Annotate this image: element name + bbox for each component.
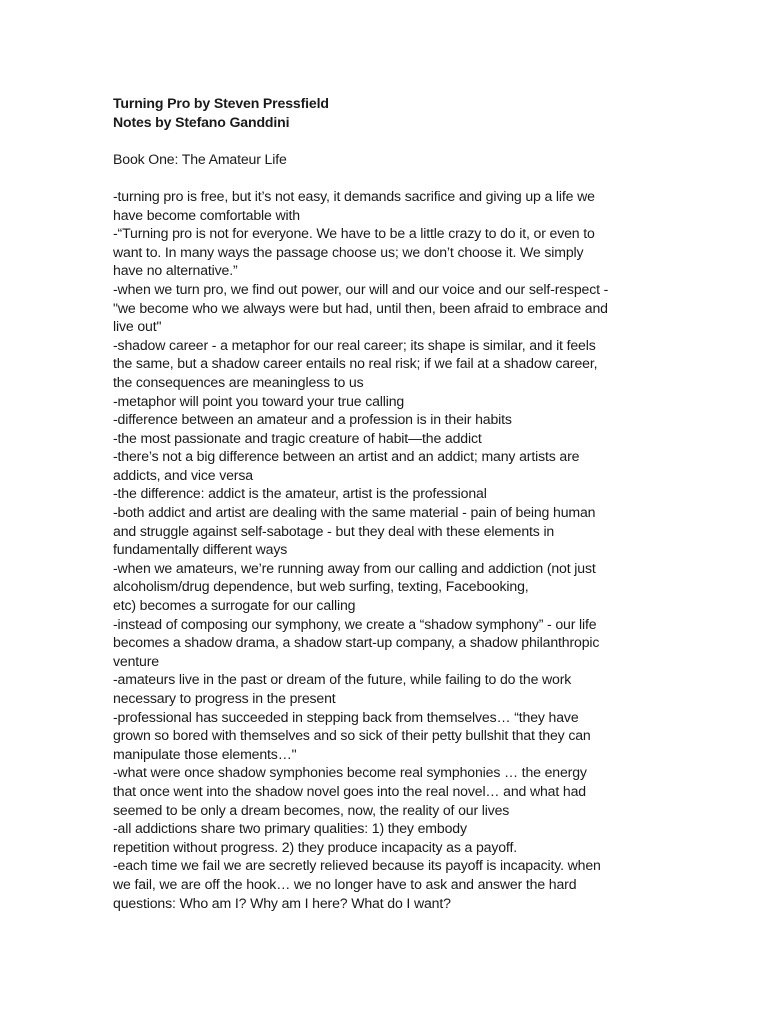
text-line: the consequences are meaningless to us [113,373,364,390]
text-line: -when we amateurs, we’re running away from our calling and addiction (not just [113,559,596,576]
text-line: "we become who we always were but had, until then, been afraid to embrace and [113,299,608,316]
text-line: -each time we fail we are secretly relieved because its payoff is incapacity. when [113,857,601,874]
text-line: -both addict and artist are dealing with the same material - pain of being human [113,504,596,521]
text-line: seemed to be only a dream becomes, now, the reality of our lives [113,801,510,818]
text-line: -what were once shadow symphonies become real symphonies … the energy [113,764,587,781]
text-line: -turning pro is free, but it’s not easy, it demands sacrifice and giving up a life we [113,187,595,204]
text-line: addicts, and vice versa [113,466,253,483]
text-line: -shadow career - a metaphor for our real career; its shape is similar, and it feels [113,336,596,353]
text-line: -metaphor will point you toward your true calling [113,392,405,409]
text-line: want to. In many ways the passage choose us; we don’t choose it. We simply [113,243,584,260]
text-line: repetition without progress. 2) they produce incapacity as a payoff. [113,838,517,855]
text-line: the same, but a shadow career entails no real risk; if we fail at a shadow career, [113,355,598,372]
text-line: -instead of composing our symphony, we create a “shadow symphony” - our life [113,615,597,632]
text-line: manipulate those elements…" [113,745,297,762]
text-line: -there’s not a big difference between an artist and an addict; many artists are [113,448,580,465]
text-line: fundamentally different ways [113,541,288,558]
text-line: have no alternative.” [113,262,238,279]
text-line: -the most passionate and tragic creature of habit—the addict [113,429,482,446]
text-line: -amateurs live in the past or dream of the future, while failing to do the work [113,671,572,688]
document-subtitle: Notes by Stefano Ganddini [113,113,290,130]
text-line: live out" [113,318,162,335]
document-body [113,94,658,912]
text-line: -“Turning pro is not for everyone. We have to be a little crazy to do it, or even to [113,225,595,242]
text-line: grown so bored with themselves and so sick of their petty bullshit that they can [113,727,591,744]
text-line: etc) becomes a surrogate for our calling [113,597,356,614]
text-line: necessary to progress in the present [113,690,336,706]
text-line: that once went into the shadow novel goes into the real novel… and what had [113,782,586,799]
text-line: venture [113,652,159,669]
notes-text [113,187,658,912]
text-line: and struggle against self-sabotage - but they deal with these elements in [113,522,555,539]
text-line: -the difference: addict is the amateur, artist is the professional [113,485,487,502]
text-line: have become comfortable with [113,206,300,223]
text-line: -all addictions share two primary qualities: 1) they embody [113,820,467,837]
text-line: -professional has succeeded in stepping back from themselves… “they have [113,708,579,725]
text-line: alcoholism/drug dependence, but web surfing, texting, Facebooking, [113,578,529,595]
section-heading: Book One: The Amateur Life [113,150,287,167]
document-title: Turning Pro by Steven Pressfield [113,95,329,111]
text-line: we fail, we are off the hook… we no longer have to ask and answer the hard [113,875,577,892]
text-line: questions: Who am I? Why am I here? What do I want? [113,894,451,911]
text-line: -when we turn pro, we find out power, our will and our voice and our self-respect - [113,280,609,297]
text-line: -difference between an amateur and a profession is in their habits [113,411,512,428]
text-line: becomes a shadow drama, a shadow start-up company, a shadow philanthropic [113,634,600,651]
